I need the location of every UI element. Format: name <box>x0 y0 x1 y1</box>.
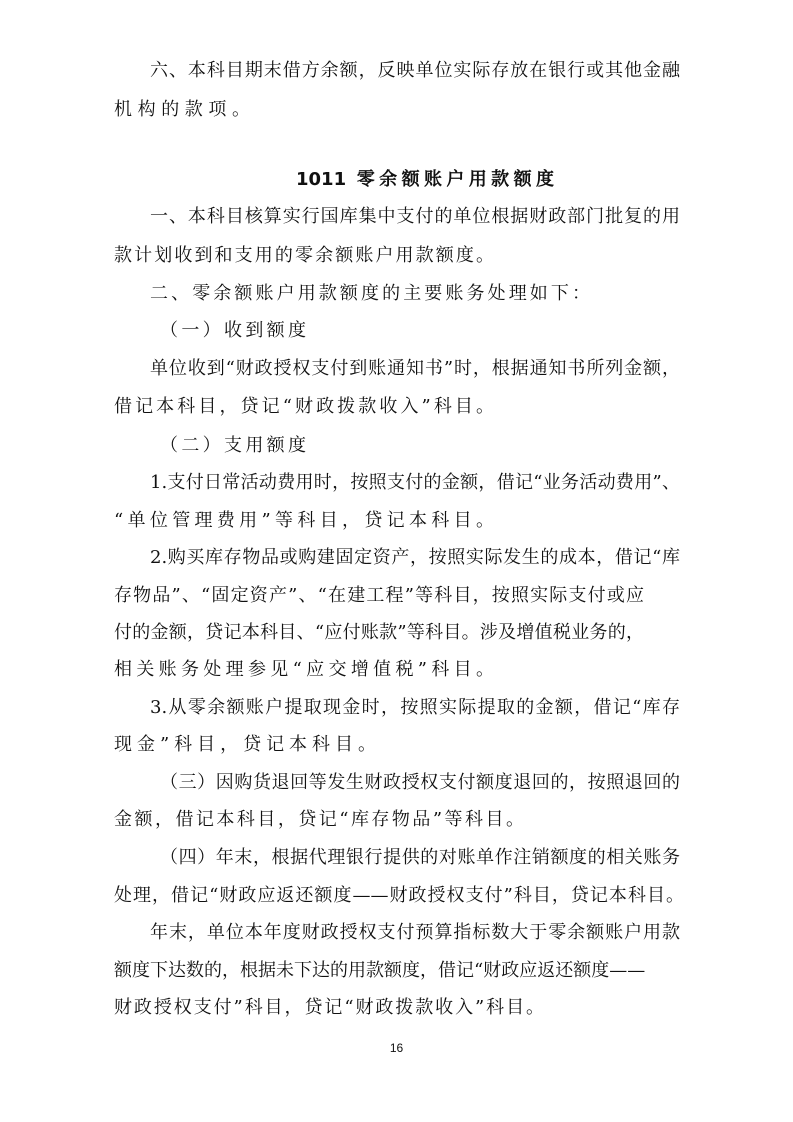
paragraph-line: 付的金额，贷记本科目、“应付账款”等科目。涉及增值税业务的， <box>114 622 644 643</box>
paragraph-line: （一）收到额度 <box>160 320 306 341</box>
paragraph-line: 单位收到“财政授权支付到账通知书”时，根据通知书所列金额， <box>150 358 680 379</box>
paragraph-line: 财政授权支付”科目，贷记“财政拨款收入”科目。 <box>114 997 544 1018</box>
paragraph-line: 金额，借记本科目，贷记“库存物品”等科目。 <box>114 809 524 830</box>
paragraph-line: 处理，借记“财政应返还额度——财政授权支付”科目，贷记本科目。 <box>114 885 684 906</box>
paragraph-line: 现金”科目，贷记本科目。 <box>114 734 376 755</box>
paragraph-line: （二）支用额度 <box>160 435 306 456</box>
paragraph-line: （四）年末，根据代理银行提供的对账单作注销额度的相关账务 <box>160 847 680 868</box>
paragraph-line: 存物品”、“固定资产”、“在建工程”等科目，按照实际支付或应 <box>114 585 644 606</box>
page-number: 16 <box>389 1041 404 1055</box>
section-title: 1011 零余额账户用款额度 <box>296 169 554 190</box>
paragraph-line: 1.支付日常活动费用时，按照支付的金额，借记“业务活动费用”、 <box>150 472 680 493</box>
paragraph-line: 额度下达数的，根据未下达的用款额度，借记“财政应返还额度—— <box>114 960 646 981</box>
paragraph-line: 二、零余额账户用款额度的主要账务处理如下： <box>150 283 590 304</box>
paragraph-line: 六、本科目期末借方余额，反映单位实际存放在银行或其他金融 <box>150 60 680 81</box>
paragraph-line: 2.购买库存物品或购建固定资产，按照实际发生的成本，借记“库 <box>150 547 680 568</box>
paragraph-line: （三）因购货退回等发生财政授权支付额度退回的，按照退回的 <box>160 772 680 793</box>
paragraph-line: 相关账务处理参见“应交增值税”科目。 <box>114 659 494 680</box>
paragraph-line: 一、本科目核算实行国库集中支付的单位根据财政部门批复的用 <box>150 206 680 227</box>
paragraph-line: 款计划收到和支用的零余额账户用款额度。 <box>114 245 494 266</box>
paragraph-line: 借记本科目，贷记“财政拨款收入”科目。 <box>114 396 494 417</box>
paragraph-line: 机构的款项。 <box>114 99 250 120</box>
paragraph-line: 年末，单位本年度财政授权支付预算指标数大于零余额账户用款 <box>150 922 680 943</box>
paragraph-line: “单位管理费用”等科目，贷记本科目。 <box>114 510 494 531</box>
paragraph-line: 3.从零余额账户提取现金时，按照实际提取的金额，借记“库存 <box>150 697 680 718</box>
